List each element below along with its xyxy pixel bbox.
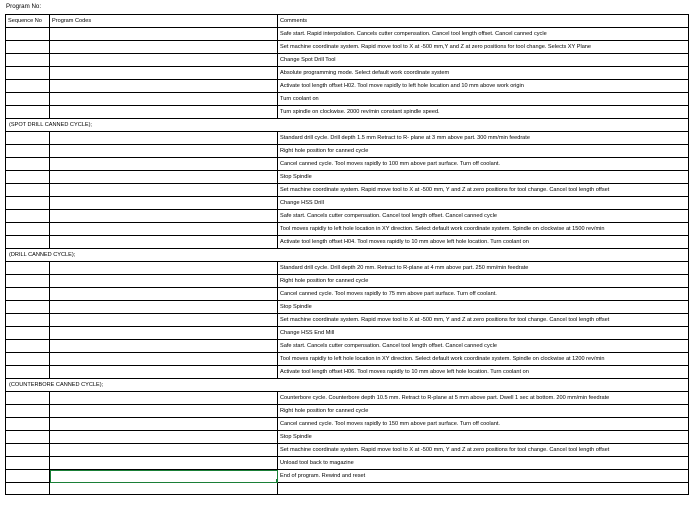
- program-code-cell[interactable]: [50, 262, 278, 275]
- program-number-label: Program No:: [6, 3, 42, 10]
- comment-cell[interactable]: Set machine coordinate system. Rapid move tool to X at -500 mm, Y and Z at zero positions for tool change. Cancel tool length offset: [278, 314, 689, 327]
- sequence-no-cell[interactable]: [6, 457, 50, 470]
- table-row: [6, 444, 689, 457]
- sequence-no-cell[interactable]: [6, 132, 50, 145]
- comment-cell[interactable]: Tool moves rapidly to left hole location in XY direction. Select default work coordinate system. Spindle on clockwise at 1200 rev/min: [278, 353, 689, 366]
- program-code-cell[interactable]: [50, 80, 278, 93]
- comment-cell[interactable]: Absolute programming mode. Select default work coordinate system: [278, 67, 689, 80]
- table-row: [6, 431, 689, 444]
- table-row: [6, 418, 689, 431]
- table-row: [6, 28, 689, 41]
- table-row: [6, 223, 689, 236]
- table-row: [6, 41, 689, 54]
- comment-cell[interactable]: Turn coolant on: [278, 93, 689, 106]
- table-row: [6, 392, 689, 405]
- program-code-cell[interactable]: [50, 184, 278, 197]
- table-row: [6, 80, 689, 93]
- program-code-cell[interactable]: [50, 54, 278, 67]
- comment-cell[interactable]: Stop Spindle: [278, 171, 689, 184]
- header-program-codes[interactable]: Program Codes: [50, 15, 278, 28]
- sequence-no-cell[interactable]: [6, 184, 50, 197]
- comment-cell[interactable]: Stop Spindle: [278, 431, 689, 444]
- sequence-no-cell[interactable]: [6, 158, 50, 171]
- program-code-cell[interactable]: [50, 223, 278, 236]
- comment-cell[interactable]: Right hole position for canned cycle: [278, 275, 689, 288]
- program-code-cell[interactable]: [50, 210, 278, 223]
- table-row: [6, 340, 689, 353]
- sequence-no-cell[interactable]: [6, 28, 50, 41]
- program-code-cell[interactable]: [50, 28, 278, 41]
- comment-cell[interactable]: Cancel canned cycle. Tool moves rapidly to 150 mm above part surface. Turn off coolant.: [278, 418, 689, 431]
- table-row: [6, 275, 689, 288]
- sequence-no-cell[interactable]: [6, 301, 50, 314]
- program-code-cell[interactable]: [50, 275, 278, 288]
- comment-cell[interactable]: Tool moves rapidly to left hole location in XY direction. Select default work coordinate system. Spindle on clockwise at 1500 rev/min: [278, 223, 689, 236]
- comment-cell[interactable]: Cancel canned cycle. Tool moves rapidly to 75 mm above part surface. Turn off coolant.: [278, 288, 689, 301]
- header-comments[interactable]: Comments: [278, 15, 689, 28]
- sequence-no-cell[interactable]: [6, 470, 50, 483]
- header-row: [6, 15, 689, 28]
- program-code-cell[interactable]: [50, 418, 278, 431]
- sequence-no-cell[interactable]: [6, 288, 50, 301]
- comment-cell[interactable]: [278, 483, 689, 495]
- comment-cell[interactable]: Turn spindle on clockwise. 2000 rev/min constant spindle speed.: [278, 106, 689, 119]
- table-row: [6, 197, 689, 210]
- comment-cell[interactable]: Activate tool length offset H06. Tool moves rapidly to 10 mm above left hole location. Turn coolant on: [278, 366, 689, 379]
- program-code-cell[interactable]: [50, 431, 278, 444]
- program-code-cell[interactable]: [50, 444, 278, 457]
- program-code-cell[interactable]: [50, 301, 278, 314]
- program-code-cell[interactable]: [50, 457, 278, 470]
- table-row: [6, 405, 689, 418]
- table-row: [6, 210, 689, 223]
- table-row: [6, 483, 689, 495]
- sequence-no-cell[interactable]: [6, 210, 50, 223]
- sequence-no-cell[interactable]: [6, 145, 50, 158]
- program-code-cell[interactable]: [50, 405, 278, 418]
- sequence-no-cell[interactable]: [6, 197, 50, 210]
- sequence-no-cell[interactable]: [6, 67, 50, 80]
- sequence-no-cell[interactable]: [6, 80, 50, 93]
- section-row: [6, 119, 689, 132]
- section-heading[interactable]: (COUNTERBORE CANNED CYCLE);: [6, 379, 689, 392]
- sequence-no-cell[interactable]: [6, 223, 50, 236]
- table-row: [6, 327, 689, 340]
- sequence-no-cell[interactable]: [6, 392, 50, 405]
- program-code-cell[interactable]: [50, 171, 278, 184]
- sequence-no-cell[interactable]: [6, 483, 50, 495]
- table-row: [6, 93, 689, 106]
- table-row: [6, 67, 689, 80]
- table-row: [6, 288, 689, 301]
- program-code-cell[interactable]: [50, 67, 278, 80]
- section-heading[interactable]: (DRILL CANNED CYCLE);: [6, 249, 689, 262]
- comment-cell[interactable]: Set machine coordinate system. Rapid move tool to X at -500 mm, Y and Z at zero positions for tool change. Cancel tool length offset: [278, 184, 689, 197]
- table-row: [6, 106, 689, 119]
- program-code-cell[interactable]: [50, 470, 278, 483]
- comment-cell[interactable]: Safe start. Cancels cutter compensation. Cancel tool length offset. Cancel canned cycle: [278, 340, 689, 353]
- table-row: [6, 457, 689, 470]
- comment-cell[interactable]: Counterbore cycle. Counterbore depth 10.5 mm. Retract to R-plane at 5 mm above part. Dwell 1 sec at bottom. 200 mm/min feedrate: [278, 392, 689, 405]
- program-code-cell[interactable]: [50, 366, 278, 379]
- table-row: [6, 54, 689, 67]
- program-code-cell[interactable]: [50, 197, 278, 210]
- table-row: [6, 366, 689, 379]
- comment-cell[interactable]: Change Spot Drill Tool: [278, 54, 689, 67]
- sequence-no-cell[interactable]: [6, 262, 50, 275]
- comment-cell[interactable]: Unload tool back to magazine: [278, 457, 689, 470]
- sequence-no-cell[interactable]: [6, 418, 50, 431]
- comment-cell[interactable]: End of program. Rewind and reset: [278, 470, 689, 483]
- program-code-cell[interactable]: [50, 132, 278, 145]
- sequence-no-cell[interactable]: [6, 106, 50, 119]
- comment-cell[interactable]: Safe start. Cancels cutter compensation. Cancel tool length offset. Cancel canned cycle: [278, 210, 689, 223]
- comment-cell[interactable]: Change HSS End Mill: [278, 327, 689, 340]
- program-code-cell[interactable]: [50, 93, 278, 106]
- program-code-cell[interactable]: [50, 288, 278, 301]
- program-code-cell[interactable]: [50, 340, 278, 353]
- sequence-no-cell[interactable]: [6, 41, 50, 54]
- comment-cell[interactable]: Set machine coordinate system. Rapid move tool to X at -500 mm,Y and Z at zero positions for tool change. Selects XY Plane: [278, 41, 689, 54]
- sequence-no-cell[interactable]: [6, 236, 50, 249]
- program-code-cell[interactable]: [50, 314, 278, 327]
- table-row: [6, 158, 689, 171]
- program-code-cell[interactable]: [50, 392, 278, 405]
- table-row: [6, 353, 689, 366]
- sequence-no-cell[interactable]: [6, 93, 50, 106]
- comment-cell[interactable]: Set machine coordinate system. Rapid move tool to X at -500 mm, Y and Z at zero positions for tool change. Cancel tool length offset: [278, 444, 689, 457]
- sequence-no-cell[interactable]: [6, 54, 50, 67]
- comment-cell[interactable]: Activate tool length offset H04. Tool moves rapidly to 10 mm above left hole location. Turn coolant on: [278, 236, 689, 249]
- section-heading[interactable]: (SPOT DRILL CANNED CYCLE);: [6, 119, 689, 132]
- sequence-no-cell[interactable]: [6, 431, 50, 444]
- header-sequence-no[interactable]: Sequence No: [6, 15, 50, 28]
- comment-cell[interactable]: Standard drill cycle. Drill depth 20 mm. Retract to R-plane at 4 mm above part. 250 mm/min feedrate: [278, 262, 689, 275]
- table-row: [6, 236, 689, 249]
- program-code-cell[interactable]: [50, 41, 278, 54]
- comment-cell[interactable]: Safe start. Rapid interpolation. Cancels cutter compensation. Cancel tool length offset. Cancel canned cycle: [278, 28, 689, 41]
- program-code-cell[interactable]: [50, 158, 278, 171]
- sequence-no-cell[interactable]: [6, 171, 50, 184]
- comment-cell[interactable]: Activate tool length offset H02. Tool move rapidly to left hole location and 10 mm above work origin: [278, 80, 689, 93]
- comment-cell[interactable]: Change HSS Drill: [278, 197, 689, 210]
- program-code-cell[interactable]: [50, 145, 278, 158]
- sequence-no-cell[interactable]: [6, 275, 50, 288]
- table-row: [6, 171, 689, 184]
- program-code-cell[interactable]: [50, 236, 278, 249]
- table-row: [6, 262, 689, 275]
- table-row: [6, 301, 689, 314]
- comment-cell[interactable]: Right hole position for canned cycle: [278, 145, 689, 158]
- section-row: [6, 379, 689, 392]
- comment-cell[interactable]: Stop Spindle: [278, 301, 689, 314]
- program-code-cell[interactable]: [50, 483, 278, 495]
- comment-cell[interactable]: Right hole position for canned cycle: [278, 405, 689, 418]
- program-code-cell[interactable]: [50, 353, 278, 366]
- sequence-no-cell[interactable]: [6, 314, 50, 327]
- sequence-no-cell[interactable]: [6, 405, 50, 418]
- sequence-no-cell[interactable]: [6, 353, 50, 366]
- table-row: [6, 132, 689, 145]
- table-row: [6, 314, 689, 327]
- sequence-no-cell[interactable]: [6, 366, 50, 379]
- table-row: [6, 470, 689, 483]
- table-row: [6, 184, 689, 197]
- program-code-cell[interactable]: [50, 106, 278, 119]
- program-sheet: [5, 14, 689, 495]
- sequence-no-cell[interactable]: [6, 340, 50, 353]
- sequence-no-cell[interactable]: [6, 327, 50, 340]
- comment-cell[interactable]: Cancel canned cycle. Tool moves rapidly to 100 mm above part surface. Turn off coolant.: [278, 158, 689, 171]
- program-code-cell[interactable]: [50, 327, 278, 340]
- comment-cell[interactable]: Standard drill cycle. Drill depth 1.5 mm Retract to R- plane at 3 mm above part. 300 mm/min feedrate: [278, 132, 689, 145]
- sequence-no-cell[interactable]: [6, 444, 50, 457]
- section-row: [6, 249, 689, 262]
- table-row: [6, 145, 689, 158]
